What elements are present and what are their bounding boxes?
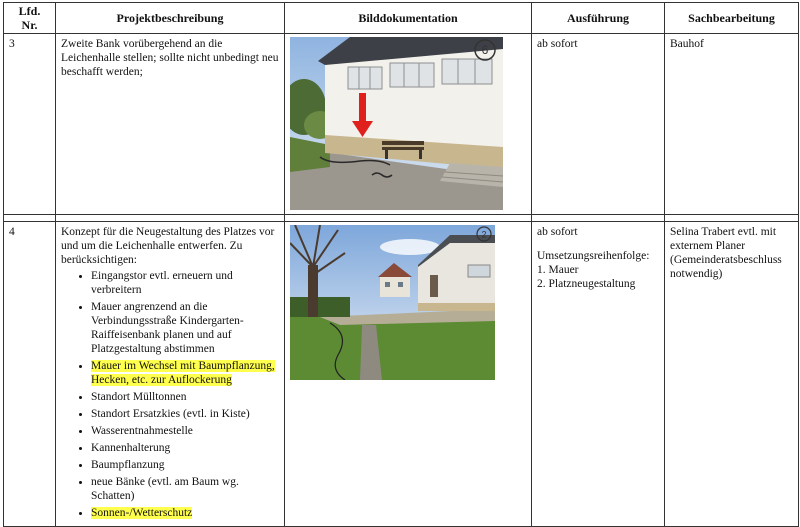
photo-leichenhalle-bank bbox=[290, 37, 503, 210]
header-sachbearbeitung: Sachbearbeitung bbox=[665, 3, 799, 34]
row4-item-list bbox=[61, 269, 279, 520]
header-ausfuehrung: Ausführung bbox=[532, 3, 665, 34]
row3-beschreibung: Zweite Bank vorübergehend an die Leichenhalle stellen; sollte nicht unbedingt neu beschafft werden; bbox=[56, 34, 285, 215]
photo3-number: 6 bbox=[481, 43, 489, 57]
row4-nr: 4 bbox=[4, 222, 56, 527]
header-beschreibung: Projektbeschreibung bbox=[56, 3, 285, 34]
row4-ausfuehrung-text: ab sofort bbox=[537, 226, 578, 238]
gap-row bbox=[4, 215, 799, 222]
row3-sachbearbeitung: Bauhof bbox=[665, 34, 799, 215]
row3-ausfuehrung: ab sofort bbox=[532, 34, 665, 215]
list-item: • Wasserentnahmestelle bbox=[91, 424, 279, 438]
photo-platz-leichenhalle bbox=[290, 225, 495, 380]
row4-reihenfolge-1: 1. Mauer bbox=[537, 264, 579, 276]
row4-reihenfolge-label: Umsetzungsreihenfolge: bbox=[537, 250, 650, 262]
list-item: • Eingangstor evtl. erneuern und verbreitern bbox=[91, 269, 279, 297]
list-item bbox=[91, 506, 279, 520]
header-row bbox=[4, 3, 799, 34]
row4-beschreibung bbox=[56, 222, 285, 527]
list-item: • Baumpflanzung bbox=[91, 458, 279, 472]
row4-reihenfolge-2: 2. Platzneugestaltung bbox=[537, 278, 636, 290]
header-nr: Lfd. Nr. bbox=[4, 3, 56, 34]
row4-sachbearbeitung: Selina Trabert evtl. mit externem Planer (Gemeinderatsbeschluss notwendig) bbox=[665, 222, 799, 527]
table-row-3 bbox=[4, 34, 799, 215]
table-row-4 bbox=[4, 222, 799, 527]
list-item: • Mauer angrenzend an die Verbindungsstraße Kindergarten-Raiffeisenbank planen und auf Platzgestaltung abstimmen bbox=[91, 300, 279, 356]
list-item: • Standort Ersatzkies (evtl. in Kiste) bbox=[91, 407, 279, 421]
protocol-table bbox=[3, 2, 799, 527]
highlighted-text: Sonnen-/Wetterschutz bbox=[91, 507, 193, 519]
header-bild: Bilddokumentation bbox=[285, 3, 532, 34]
photo4-number: 2 bbox=[481, 229, 487, 240]
row4-photo-cell bbox=[285, 222, 532, 527]
list-item: • Kannenhalterung bbox=[91, 441, 279, 455]
row4-ausfuehrung bbox=[532, 222, 665, 527]
row4-intro: Konzept für die Neugestaltung des Platzes vor und um die Leichenhalle entwerfen. Zu berücksichtigen: bbox=[61, 226, 275, 266]
list-item bbox=[91, 359, 279, 387]
list-item: • neue Bänke (evtl. am Baum wg. Schatten) bbox=[91, 475, 279, 503]
row3-nr: 3 bbox=[4, 34, 56, 215]
list-item: • Standort Mülltonnen bbox=[91, 390, 279, 404]
row3-photo-cell bbox=[285, 34, 532, 215]
highlighted-text: Mauer im Wechsel mit Baumpflanzung, Hecken, etc. zur Auflockerung bbox=[91, 360, 275, 386]
